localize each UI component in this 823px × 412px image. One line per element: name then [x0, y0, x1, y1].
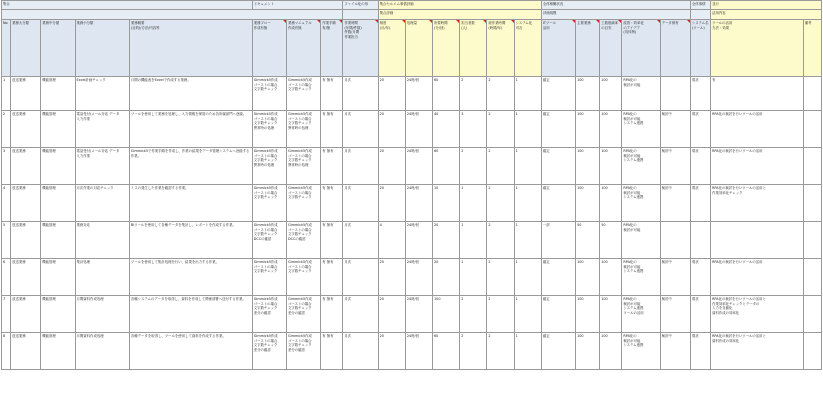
column-header[interactable]: データ保有: [660, 20, 690, 77]
column-header[interactable]: 業務フロー 作成有無: [252, 20, 286, 77]
cell-manual[interactable]: Gimmick5作成 ゴーストの場合 文字数チェック 異常時の処理: [287, 148, 321, 185]
cell-system-name[interactable]: 現状: [690, 111, 710, 148]
cell-manual[interactable]: Gimmick5作成 ゴーストの場合 文字数チェック 差分の確認: [287, 296, 321, 333]
cell-tool-usage[interactable]: RPA化の検討を行いツールの活用と 資料作成の効率化: [711, 333, 804, 370]
cell-minor-category[interactable]: 電話受付/メール対応 データ 入力作業: [75, 111, 129, 148]
cell-overview[interactable]: 各種システムのデータを取得し、資料を作成して関係部署へ送付する作業。: [129, 296, 252, 333]
cell-duration[interactable]: 60: [433, 333, 460, 370]
cell-it-tool[interactable]: 一部: [541, 222, 575, 259]
cell-frequency[interactable]: 20: [378, 333, 405, 370]
cell-flow[interactable]: Gimmick5作成 ゴーストの場合 文字数チェック 異常時の処理: [252, 148, 286, 185]
cell-it-tool[interactable]: 確定: [541, 77, 575, 111]
cell-minor-category[interactable]: 業務対応: [75, 222, 129, 259]
cell-it-tool[interactable]: 確定: [541, 185, 575, 222]
cell-minor-category[interactable]: 月間資料作成処理: [75, 296, 129, 333]
cell-staff[interactable]: 2: [460, 148, 487, 185]
group-header-cell[interactable]: ドキュメント: [252, 1, 343, 10]
cell-data-owned[interactable]: 検討中: [660, 185, 690, 222]
cell-frequency[interactable]: 20: [378, 148, 405, 185]
cell-duration[interactable]: 60: [433, 77, 460, 111]
cell-volume[interactable]: 24時/回: [405, 185, 432, 222]
cell-major-category[interactable]: 放送業務: [11, 333, 41, 370]
cell-main-task[interactable]: 100: [576, 111, 600, 148]
column-header[interactable]: システム名 (ツール): [690, 20, 710, 77]
cell-work-time[interactable]: 月次: [343, 185, 378, 222]
cell-manual[interactable]: Gimmick5作成 ゴーストの場合 文字数チェック DCCの確認: [287, 222, 321, 259]
cell-major-category[interactable]: 放送業務: [11, 148, 41, 185]
cell-middle-category[interactable]: 機能管理: [41, 296, 75, 333]
cell-reduction-rate[interactable]: 100: [600, 111, 622, 148]
cell-major-category[interactable]: 放送業務: [11, 77, 41, 111]
cell-flow[interactable]: Gimmick5作成 ゴーストの場合 文字数チェック 異常時の処理: [252, 111, 286, 148]
cell-systemizable[interactable]: 1: [514, 259, 541, 296]
cell-total-hours[interactable]: 2: [487, 222, 514, 259]
group-header-cell[interactable]: 集合: [2, 1, 253, 10]
cell-reduction-rate[interactable]: 100: [600, 185, 622, 222]
cell-staff[interactable]: 1: [460, 259, 487, 296]
cell-major-category[interactable]: 放送業務: [11, 222, 41, 259]
group-header-cell[interactable]: ファイル化の形: [343, 1, 378, 10]
cell-no[interactable]: 7: [2, 296, 11, 333]
cell-systemizable[interactable]: 1: [514, 296, 541, 333]
cell-reduction-rate[interactable]: 100: [600, 148, 622, 185]
cell-reduction-rate[interactable]: 100: [600, 259, 622, 296]
cell-manual[interactable]: Gimmick5作成 ゴーストの場合 文字数チェック: [287, 259, 321, 296]
cell-system-name[interactable]: 現状: [690, 259, 710, 296]
table-row: [2, 259, 822, 296]
cell-frequency[interactable]: 20: [378, 185, 405, 222]
cell-staff[interactable]: 1: [460, 222, 487, 259]
cell-middle-category[interactable]: 機能管理: [41, 148, 75, 185]
cell-volume[interactable]: 24時/回: [405, 222, 432, 259]
column-header[interactable]: 頻度 (月/年): [378, 20, 405, 77]
cell-improvement-idea[interactable]: RPA化の 検討が可能 システム連携: [622, 111, 660, 148]
group-header-row-2: [2, 10, 822, 20]
cell-main-task[interactable]: 100: [576, 333, 600, 370]
column-header[interactable]: ツールの活用 方法・効果: [711, 20, 804, 77]
cell-main-task[interactable]: 100: [576, 185, 600, 222]
group-header-cell[interactable]: [690, 10, 710, 20]
cell-main-task[interactable]: 100: [576, 148, 600, 185]
cell-reduction-rate[interactable]: 50: [600, 222, 622, 259]
cell-minor-category[interactable]: 集計処理: [75, 259, 129, 296]
cell-overview[interactable]: ミスの発生した作業を確認する作業。: [129, 185, 252, 222]
cell-data-owned[interactable]: [660, 222, 690, 259]
task-inventory-table: [1, 0, 822, 370]
cell-procedure[interactable]: 有 無有: [321, 77, 343, 111]
cell-flow[interactable]: Gimmick5作成 ゴーストの場合 文字数チェック DCCの確認: [252, 222, 286, 259]
cell-staff[interactable]: 3: [460, 111, 487, 148]
cell-duration[interactable]: 20: [433, 222, 460, 259]
cell-improvement-idea[interactable]: RPA化の 検討が可能 システム連携: [622, 333, 660, 370]
table-row: [2, 111, 822, 148]
table-row: [2, 333, 822, 370]
cell-improvement-idea[interactable]: RPA化の 検討が可能 システム連携: [622, 148, 660, 185]
cell-major-category[interactable]: 放送業務: [11, 259, 41, 296]
cell-no[interactable]: 3: [2, 148, 11, 185]
cell-remarks[interactable]: [803, 185, 821, 222]
cell-flow[interactable]: Gimmick5作成 ゴーストの場合 文字数チェック: [252, 77, 286, 111]
column-header[interactable]: No: [2, 20, 11, 77]
column-header[interactable]: 備考: [803, 20, 821, 77]
column-header[interactable]: 処理量: [405, 20, 432, 77]
cell-it-tool[interactable]: 確定: [541, 111, 575, 148]
cell-total-hours[interactable]: 2: [487, 259, 514, 296]
cell-systemizable[interactable]: 1: [514, 222, 541, 259]
cell-major-category[interactable]: 放送業務: [11, 111, 41, 148]
cell-improvement-idea[interactable]: RPA化の 検討が可能: [622, 222, 660, 259]
cell-total-hours[interactable]: 2: [487, 111, 514, 148]
cell-systemizable[interactable]: 1: [514, 333, 541, 370]
cell-remarks[interactable]: [803, 77, 821, 111]
column-header[interactable]: 主要業務: [576, 20, 600, 77]
cell-total-hours[interactable]: 2: [487, 185, 514, 222]
cell-no[interactable]: 2: [2, 111, 11, 148]
cell-overview[interactable]: ツールを使用して集計処理を行い、結果を出力する作業。: [129, 259, 252, 296]
cell-improvement-idea[interactable]: RPA化の 検討が可能 システム連携: [622, 259, 660, 296]
cell-flow[interactable]: Gimmick5作成 ゴーストの場合 文字数チェック: [252, 185, 286, 222]
cell-duration[interactable]: 10: [433, 185, 460, 222]
column-header[interactable]: 業務小分類: [75, 20, 129, 77]
cell-no[interactable]: 6: [2, 259, 11, 296]
cell-staff[interactable]: 2: [460, 296, 487, 333]
cell-remarks[interactable]: [803, 296, 821, 333]
table-row: [2, 185, 822, 222]
cell-data-owned[interactable]: [660, 77, 690, 111]
cell-volume[interactable]: 24時/回: [405, 333, 432, 370]
cell-system-name[interactable]: 現状: [690, 333, 710, 370]
group-header-cell[interactable]: 並行: [711, 1, 822, 10]
cell-system-name[interactable]: 現状: [690, 77, 710, 111]
cell-no[interactable]: 8: [2, 333, 11, 370]
cell-volume[interactable]: 24時/回: [405, 296, 432, 333]
group-header-cell[interactable]: 全体稼働状況: [541, 1, 690, 10]
cell-flow[interactable]: Gimmick5作成 ゴーストの場合 文字数チェック: [252, 259, 286, 296]
table-row: [2, 222, 822, 259]
cell-volume[interactable]: 24時/回: [405, 111, 432, 148]
cell-main-task[interactable]: 100: [576, 296, 600, 333]
cell-manual[interactable]: Gimmick5作成 ゴーストの場合 文字数チェック: [287, 185, 321, 222]
cell-data-owned[interactable]: 検討中: [660, 111, 690, 148]
cell-major-category[interactable]: 放送業務: [11, 185, 41, 222]
cell-improvement-idea[interactable]: RPA化の 検討が可能 システム連携: [622, 185, 660, 222]
group-header-cell[interactable]: [2, 10, 343, 20]
cell-it-tool[interactable]: 確定: [541, 148, 575, 185]
column-header[interactable]: ITツール 活用: [541, 20, 575, 77]
column-header-row: [2, 20, 822, 77]
cell-no[interactable]: 1: [2, 77, 11, 111]
cell-frequency[interactable]: 20: [378, 259, 405, 296]
cell-work-time[interactable]: 月次: [343, 333, 378, 370]
cell-total-hours[interactable]: 2: [487, 296, 514, 333]
cell-procedure[interactable]: 有 無有: [321, 111, 343, 148]
cell-total-hours[interactable]: 2: [487, 77, 514, 111]
cell-total-hours[interactable]: 2: [487, 333, 514, 370]
cell-main-task[interactable]: 100: [576, 259, 600, 296]
cell-reduction-rate[interactable]: 100: [600, 77, 622, 111]
column-header[interactable]: 業務概要 (目的)/方法/内容等: [129, 20, 252, 77]
cell-procedure[interactable]: 有 無有: [321, 333, 343, 370]
table-row: [2, 148, 822, 185]
group-header-cell[interactable]: 集合セルエム事情評価: [378, 1, 541, 10]
cell-systemizable[interactable]: 1: [514, 111, 541, 148]
cell-tool-usage[interactable]: RPA化の検討を行いツールの活用: [711, 111, 804, 148]
cell-frequency[interactable]: 20: [378, 296, 405, 333]
table-body: [2, 77, 822, 370]
cell-middle-category[interactable]: 機能管理: [41, 185, 75, 222]
cell-reduction-rate[interactable]: 100: [600, 333, 622, 370]
cell-duration[interactable]: 100: [433, 296, 460, 333]
group-header-row-1: [2, 1, 822, 10]
cell-remarks[interactable]: [803, 259, 821, 296]
cell-procedure[interactable]: 有 無有: [321, 148, 343, 185]
cell-procedure[interactable]: 有 無有: [321, 185, 343, 222]
cell-it-tool[interactable]: 確定: [541, 333, 575, 370]
cell-tool-usage[interactable]: [711, 222, 804, 259]
cell-frequency[interactable]: 20: [378, 111, 405, 148]
cell-system-name[interactable]: 現状: [690, 185, 710, 222]
cell-middle-category[interactable]: 機能管理: [41, 77, 75, 111]
cell-tool-usage[interactable]: RPA化の検討を行いツールの活用: [711, 148, 804, 185]
cell-minor-category[interactable]: 月間資料作成処理: [75, 333, 129, 370]
cell-procedure[interactable]: 有 無有: [321, 222, 343, 259]
cell-middle-category[interactable]: 機能管理: [41, 111, 75, 148]
cell-data-owned[interactable]: 検討中: [660, 148, 690, 185]
cell-system-name[interactable]: 現状: [690, 148, 710, 185]
cell-work-time[interactable]: 月次: [343, 148, 378, 185]
cell-work-time[interactable]: 月次: [343, 111, 378, 148]
cell-no[interactable]: 4: [2, 185, 11, 222]
cell-data-owned[interactable]: 検討中: [660, 333, 690, 370]
column-header[interactable]: 業務中分類: [41, 20, 75, 77]
cell-remarks[interactable]: [803, 222, 821, 259]
column-header[interactable]: システム化 可否: [514, 20, 541, 77]
group-header-cell[interactable]: 評価規模: [541, 10, 690, 20]
cell-data-owned[interactable]: 検討中: [660, 259, 690, 296]
cell-tool-usage[interactable]: RPA化の検討を行いツールの活用と 作業効率化チェックとデータの 入力を自動化 資料作成の効率化: [711, 296, 804, 333]
cell-middle-category[interactable]: 機能管理: [41, 333, 75, 370]
cell-remarks[interactable]: [803, 111, 821, 148]
column-header[interactable]: 工数削減率 の目安: [600, 20, 622, 77]
cell-work-time[interactable]: 月次: [343, 296, 378, 333]
column-header[interactable]: 作業時間 (年間/件数) 件数/月間 作業担当: [343, 20, 378, 77]
cell-procedure[interactable]: 有 無有: [321, 296, 343, 333]
cell-reduction-rate[interactable]: 100: [600, 296, 622, 333]
cell-staff[interactable]: 1: [460, 185, 487, 222]
cell-work-time[interactable]: 月次: [343, 222, 378, 259]
table-row: [2, 296, 822, 333]
cell-frequency[interactable]: 20: [378, 77, 405, 111]
cell-minor-category[interactable]: Excel計画チェック: [75, 77, 129, 111]
column-header[interactable]: 業務マニュアル 作成有無: [287, 20, 321, 77]
column-header[interactable]: 作業手順 有/無: [321, 20, 343, 77]
column-header[interactable]: 総作業時間 (時間/年): [487, 20, 514, 77]
cell-no[interactable]: 5: [2, 222, 11, 259]
cell-flow[interactable]: Gimmick5作成 ゴーストの場合 文字数チェック 差分の確認: [252, 296, 286, 333]
cell-overview[interactable]: BIツールを使用して各種データを集計し、レポートを作成する作業。: [129, 222, 252, 259]
table-row: [2, 77, 822, 111]
cell-improvement-idea[interactable]: RPA化の 検討が可能 システム連携 ツールの活用: [622, 296, 660, 333]
cell-tool-usage[interactable]: RPA化の検討を行いツールの活用と 作業効率化チェック: [711, 185, 804, 222]
column-header[interactable]: 改善・効率化 のアイデア (具体例): [622, 20, 660, 77]
cell-volume[interactable]: 24時/回: [405, 77, 432, 111]
group-header-cell[interactable]: 全体事情: [690, 1, 710, 10]
cell-volume[interactable]: 24時/回: [405, 259, 432, 296]
cell-overview[interactable]: ツールを使用して業務を処理し、入力情報を保管のため各所属部門へ登録。: [129, 111, 252, 148]
cell-remarks[interactable]: [803, 148, 821, 185]
cell-major-category[interactable]: 放送業務: [11, 296, 41, 333]
cell-data-owned[interactable]: 検討中: [660, 296, 690, 333]
cell-overview[interactable]: 月間の機能表をExcelで作成する業務。: [129, 77, 252, 111]
cell-main-task[interactable]: 50: [576, 222, 600, 259]
cell-staff[interactable]: 2: [460, 77, 487, 111]
cell-manual[interactable]: Gimmick5作成 ゴーストの場合 文字数チェック 異常時の処理: [287, 111, 321, 148]
cell-volume[interactable]: 24時/回: [405, 148, 432, 185]
cell-frequency[interactable]: 4: [378, 222, 405, 259]
cell-manual[interactable]: Gimmick5作成 ゴーストの場合 文字数チェック: [287, 77, 321, 111]
cell-overview[interactable]: 各種データを取得し、ツールを使用して資料を作成する作業。: [129, 333, 252, 370]
cell-minor-category[interactable]: 月次作業の対応チェック: [75, 185, 129, 222]
cell-system-name[interactable]: [690, 222, 710, 259]
cell-middle-category[interactable]: 機能管理: [41, 259, 75, 296]
cell-systemizable[interactable]: 1: [514, 77, 541, 111]
cell-duration[interactable]: 20: [433, 259, 460, 296]
cell-total-hours[interactable]: 2: [487, 148, 514, 185]
cell-procedure[interactable]: 有 無有: [321, 259, 343, 296]
cell-minor-category[interactable]: 電話受付/メール対応 データ 入力作業: [75, 148, 129, 185]
cell-main-task[interactable]: 100: [576, 77, 600, 111]
cell-work-time[interactable]: 月次: [343, 259, 378, 296]
group-header-cell[interactable]: 集合評価: [378, 10, 541, 20]
cell-systemizable[interactable]: 1: [514, 148, 541, 185]
group-header-cell[interactable]: [343, 10, 378, 20]
cell-flow[interactable]: Gimmick5作成 ゴーストの場合 文字数チェック 差分の確認: [252, 333, 286, 370]
cell-it-tool[interactable]: 確定: [541, 296, 575, 333]
column-header[interactable]: 担当者数 (人): [460, 20, 487, 77]
cell-staff[interactable]: 2: [460, 333, 487, 370]
column-header[interactable]: 業務大分類: [11, 20, 41, 77]
column-header[interactable]: 所要時間 (分/回): [433, 20, 460, 77]
cell-tool-usage[interactable]: RPA化の検討を行いツールの活用: [711, 259, 804, 296]
cell-improvement-idea[interactable]: RPA化の 検討が可能: [622, 77, 660, 111]
cell-remarks[interactable]: [803, 333, 821, 370]
cell-systemizable[interactable]: 1: [514, 185, 541, 222]
cell-overview[interactable]: Gimmick5で作業手順を作成し、作業の結果をデータ管理システムへ登録する作業。: [129, 148, 252, 185]
cell-work-time[interactable]: 月次: [343, 77, 378, 111]
cell-duration[interactable]: 60: [433, 148, 460, 185]
cell-it-tool[interactable]: 確定: [541, 259, 575, 296]
group-header-cell[interactable]: 活用内容: [711, 10, 822, 20]
cell-middle-category[interactable]: 機能管理: [41, 222, 75, 259]
cell-manual[interactable]: Gimmick5作成 ゴーストの場合 文字数チェック 差分の確認: [287, 333, 321, 370]
cell-duration[interactable]: 40: [433, 111, 460, 148]
cell-system-name[interactable]: 現状: [690, 296, 710, 333]
cell-tool-usage[interactable]: 有: [711, 77, 804, 111]
